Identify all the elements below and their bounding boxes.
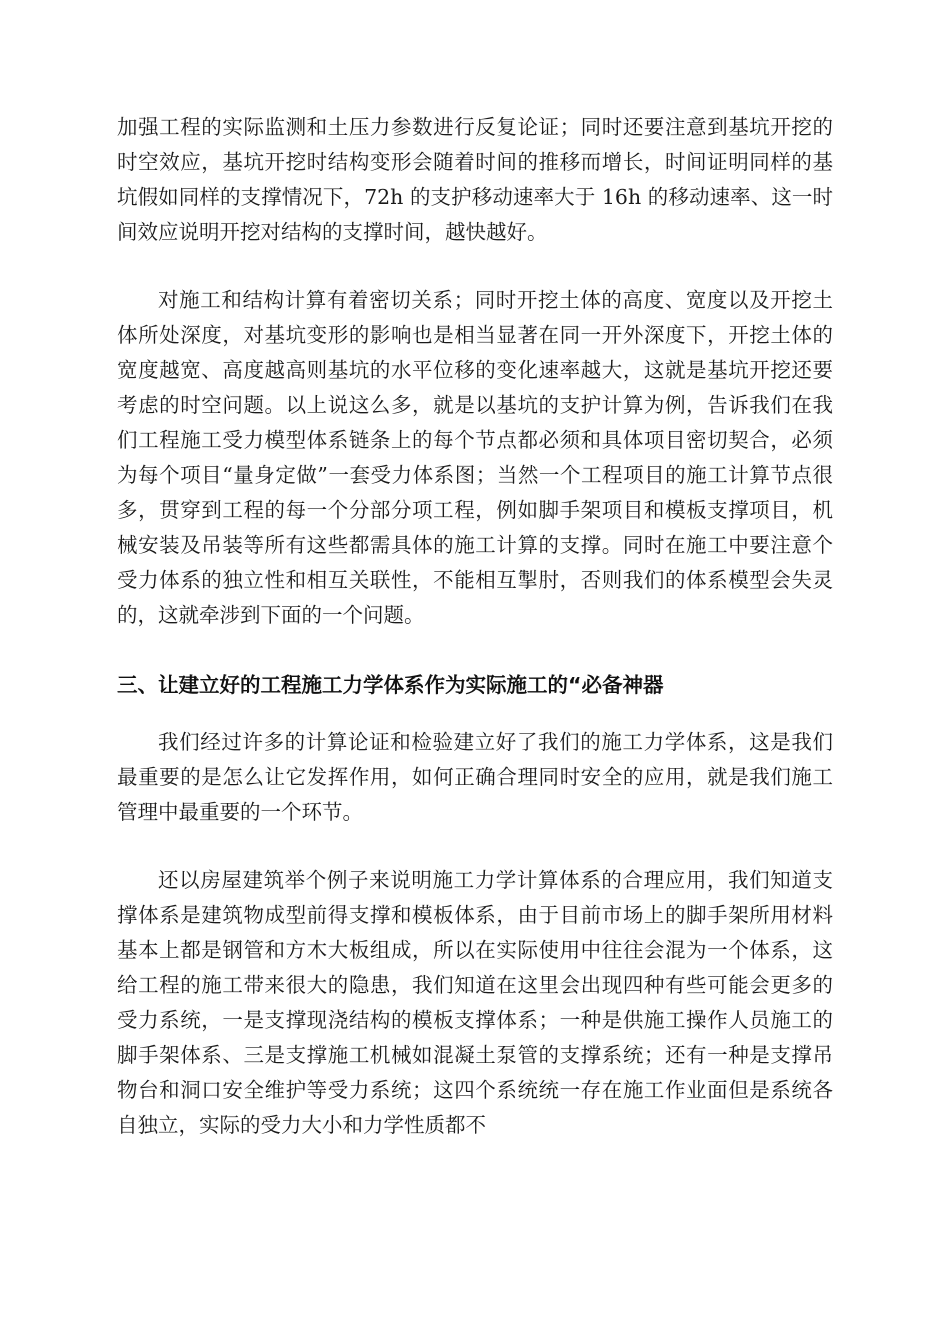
paragraph-mechanics-system: 我们经过许多的计算论证和检验建立好了我们的施工力学体系，这是我们最重要的是怎么让它发挥作用，如何正确合理同时安全的应用，就是我们施工管理中最重要的一个环节。 [117,730,833,824]
document-body [117,110,833,1143]
paragraph-construction-calculation: 对施工和结构计算有着密切关系；同时开挖土体的高度、宽度以及开挖土体所处深度，对基坑变形的影响也是相当显著在同一开外深度下，开挖土体的宽度越宽、高度越高则基坑的水平位移的变化速率越大，这就是基坑开挖还要考虑的时空问题。以上说这么多，就是以基坑的支护计算为例，告诉我们在我们工程施工受力模型体系链条上的每个节点都必须和具体项目密切契合，必须为每个项目“量身定做”一套受力体系图；当然一个工程项目的施工计算节点很多，贯穿到工程的每一个分部分项工程，例如脚手架项目和模板支撑项目，机械安装及吊装等所有这些都需具体的施工计算的支撑。同时在施工中要注意个受力体系的独立性和相互关联性，不能相互掣肘，否则我们的体系模型会失灵的，这就牵涉到下面的一个问题。 [117,288,833,627]
paragraph-monitoring: 加强工程的实际监测和土压力参数进行反复论证；同时还要注意到基坑开挖的时空效应，基坑开挖时结构变形会随着时间的推移而增长，时间证明同样的基坑假如同样的支撑情况下，72h 的支护移动速率大于 16h 的移动速率、这一时间效应说明开挖对结构的支撑时间，越快越好。 [117,115,833,244]
paragraph-building-example: 还以房屋建筑举个例子来说明施工力学计算体系的合理应用，我们知道支撑体系是建筑物成型前得支撑和模板体系，由于目前市场上的脚手架所用材料基本上都是钢管和方木大板组成，所以在实际使用中往往会混为一个体系，这给工程的施工带来很大的隐患，我们知道在这里会出现四种有些可能会更多的受力系统，一是支撑现浇结构的模板支撑体系；一种是供施工操作人员施工的脚手架体系、三是支撑施工机械如混凝土泵管的支撑系统；还有一种是支撑吊物台和洞口安全维护等受力系统；这四个系统统一存在施工作业面但是系统各自独立，实际的受力大小和力学性质都不 [117,868,833,1137]
section-heading-three: 三、让建立好的工程施工力学体系作为实际施工的“必备神器 [117,673,664,697]
